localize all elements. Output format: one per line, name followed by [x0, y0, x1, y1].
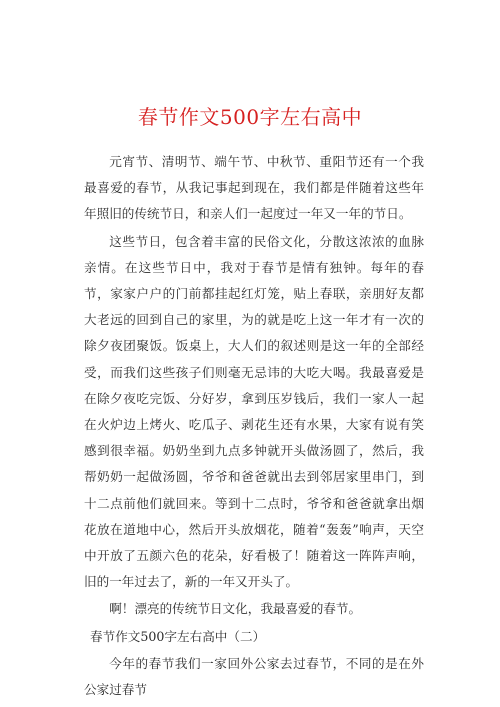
document-body — [84, 149, 424, 704]
document-title: 春节作文500字左右高中 — [137, 105, 363, 129]
paragraph-1: 元宵节、清明节、端午节、中秋节、重阳节还有一个我最喜爱的春节，从我记事起到现在，我们都是伴随着这些年年照旧的传统节日，和亲人们一起度过一年又一年的节日。 — [84, 154, 424, 222]
paragraph-2: 这些节日，包含着丰富的民俗文化，分散这浓浓的血脉亲情。在这些节日中，我对于春节是情有独钟。每年的春节，家家户户的门前都挂起红灯笼，贴上春联，亲朋好友都大老远的回到自己的家里，为的就是吃上这一年才有一次的除夕夜团聚饭。饭桌上，大人们的叙述则是这一年的全部经受，而我们这些孩子们则毫无忌讳的大吃大喝。我最喜爱是在除夕夜吃完饭、分好岁，拿到压岁钱后，我们一家人一起在火炉边上烤火、吃瓜子、剥花生还有水果，大家有说有笑感到很幸福。奶奶坐到九点多钟就开头做汤圆了，然后，我帮奶奶一起做汤圆，爷爷和爸爸就出去到邻居家里串门，到十二点前他们就回来。等到十二点时，爷爷和爸爸就拿出烟花放在道地中心，然后开头放烟花，随着“轰轰”响声，天空中开放了五颜六色的花朵，好看极了！随着这一阵阵声响，旧的一年过去了，新的一年又开头了。 — [84, 233, 424, 590]
paragraph-4: 今年的春节我们一家回外公家去过春节，不同的是在外公家过春节 — [84, 655, 424, 698]
section-subheading: 春节作文500字左右高中（二） — [90, 628, 266, 644]
paragraph-3: 啊！漂亮的传统节日文化，我最喜爱的春节。 — [109, 601, 362, 617]
